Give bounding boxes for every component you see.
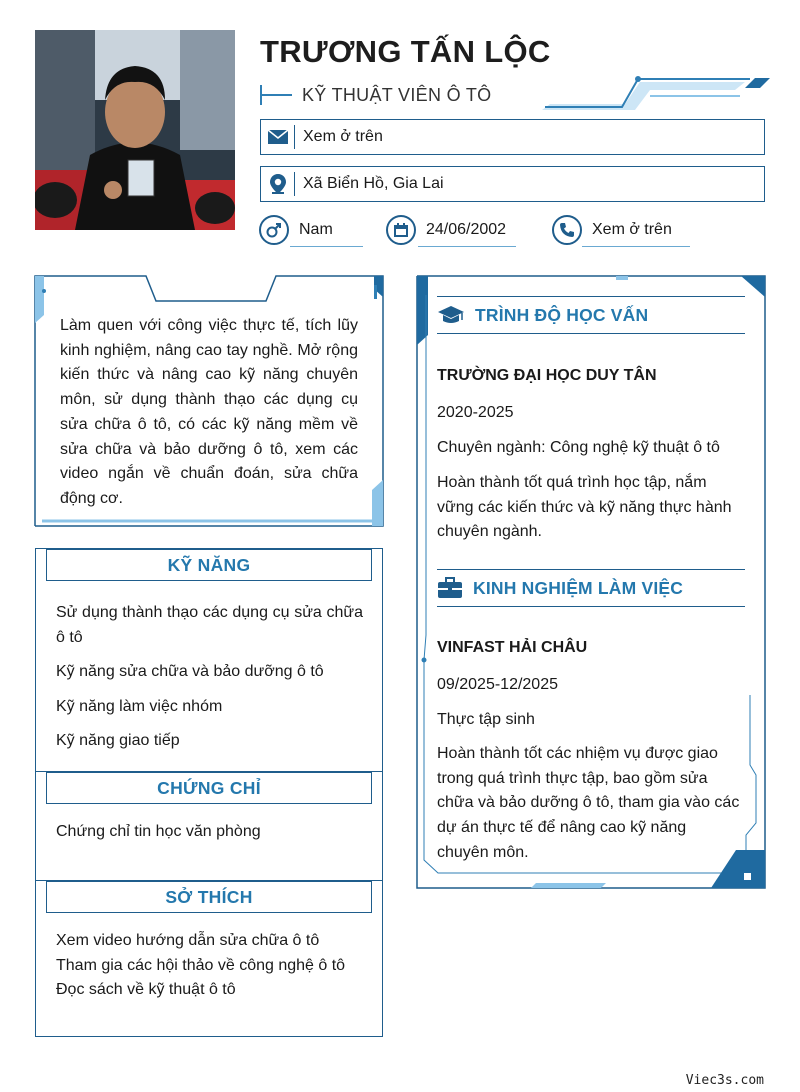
briefcase-icon	[437, 577, 463, 599]
title-marker	[260, 85, 292, 105]
experience-heading	[437, 569, 745, 607]
email-field	[260, 119, 765, 155]
skills-heading: KỸ NĂNG	[46, 549, 372, 581]
list-item: Đọc sách về kỹ thuật ô tô	[56, 981, 236, 998]
job-title: KỸ THUẬT VIÊN Ô TÔ	[302, 84, 492, 105]
candidate-name: TRƯƠNG TẤN LỘC	[260, 34, 551, 69]
education-heading	[437, 296, 745, 334]
calendar-icon	[386, 215, 416, 245]
experience-description: Hoàn thành tốt các nhiệm vụ được giao trong quá trình thực tập, bao gồm sửa chữa và bảo dưỡng ô tô, tham gia vào các dự án thực tế để nâng cao kỹ năng chuyên môn.	[437, 745, 740, 861]
education-description: Hoàn thành tốt quá trình học tập, nắm vững các kiến thức và kỹ năng thực hành chuyên ngành.	[437, 474, 732, 541]
gender-value: Nam	[299, 221, 333, 238]
address-field	[260, 166, 765, 202]
address-value: Xã Biển Hồ, Gia Lai	[303, 175, 444, 192]
birthday-item	[386, 210, 506, 250]
divider	[582, 246, 690, 247]
list-item: Tham gia các hội thảo về công nghệ ô tô	[56, 956, 346, 974]
experience-position: Thực tập sinh	[437, 711, 535, 728]
experience-period: 09/2025-12/2025	[437, 676, 558, 693]
email-value: Xem ở trên	[303, 128, 383, 145]
divider	[418, 246, 516, 247]
list-item: Xem video hướng dẫn sửa chữa ô tô	[56, 932, 320, 949]
profile-photo	[35, 30, 235, 230]
skills-list	[56, 601, 363, 754]
hobbies-panel	[35, 880, 383, 1037]
list-item: Sử dụng thành thạo các dụng cụ sửa chữa ô tô	[56, 604, 363, 646]
graduation-cap-icon	[437, 304, 465, 326]
phone-icon	[552, 215, 582, 245]
hobbies-list	[56, 929, 363, 1003]
envelope-icon	[261, 125, 295, 149]
company-name: VINFAST HẢI CHÂU	[437, 639, 588, 656]
skills-panel	[35, 548, 383, 772]
footer-watermark: Viec3s.com	[685, 1073, 764, 1088]
education-period: 2020-2025	[437, 404, 514, 421]
phone-item	[552, 210, 672, 250]
gender-item	[259, 210, 333, 250]
education-experience-panel	[417, 276, 765, 889]
objective-text: Làm quen với công việc thực tế, tích lũy kinh nghiệm, nâng cao tay nghề. Mở rộng kiến thức và nâng cao kỹ năng chuyên môn, sử dụng thành thạo các dụng cụ sửa chữa ô tô, có các kỹ năng mềm về sửa chữa và bảo dưỡng ô tô, xem các video ngắn về chuẩn đoán, sửa chữa động cơ.	[60, 317, 358, 507]
birthday-value: 24/06/2002	[426, 221, 507, 238]
phone-value: Xem ở trên	[592, 221, 672, 238]
certificates-heading: CHỨNG CHỈ	[46, 772, 372, 804]
list-item: Chứng chỉ tin học văn phòng	[56, 823, 261, 840]
certificates-panel	[35, 771, 383, 881]
job-title-row	[260, 82, 491, 108]
certificates-list	[56, 820, 363, 845]
education-major: Chuyên ngành: Công nghệ kỹ thuật ô tô	[437, 439, 720, 456]
list-item: Kỹ năng làm việc nhóm	[56, 697, 223, 715]
education-title: TRÌNH ĐỘ HỌC VẤN	[475, 304, 649, 325]
list-item: Kỹ năng giao tiếp	[56, 732, 180, 749]
career-objective-panel	[35, 276, 383, 526]
circuit-decoration	[540, 74, 772, 114]
gender-icon	[259, 215, 289, 245]
location-pin-icon	[261, 172, 295, 196]
experience-title: KINH NGHIỆM LÀM VIỆC	[473, 577, 684, 598]
divider	[290, 246, 363, 247]
hobbies-heading: SỞ THÍCH	[46, 881, 372, 913]
school-name: TRƯỜNG ĐẠI HỌC DUY TÂN	[437, 367, 657, 384]
list-item: Kỹ năng sửa chữa và bảo dưỡng ô tô	[56, 663, 324, 680]
